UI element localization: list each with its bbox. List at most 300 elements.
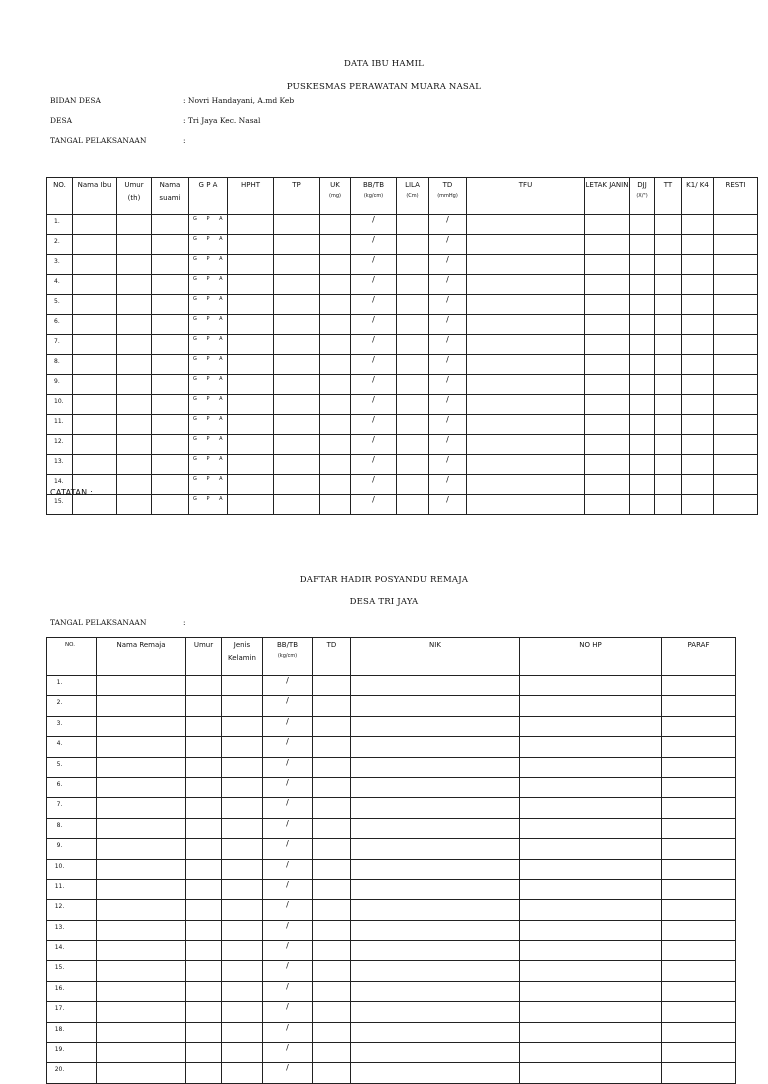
table-cell[interactable] [630, 315, 655, 335]
table-cell[interactable] [655, 275, 682, 295]
table-cell[interactable] [117, 475, 152, 495]
bbtb-cell[interactable]: / [351, 455, 397, 475]
table-cell[interactable] [397, 475, 429, 495]
gpa-cell[interactable]: G P A [189, 395, 228, 415]
table-cell[interactable] [351, 696, 520, 716]
row-number[interactable]: 19. [47, 1043, 97, 1063]
table-cell[interactable] [351, 757, 520, 777]
table-cell[interactable] [662, 777, 736, 797]
table-cell[interactable] [655, 335, 682, 355]
table-cell[interactable] [467, 335, 585, 355]
table-cell[interactable] [585, 335, 630, 355]
bbtb-cell[interactable]: / [351, 215, 397, 235]
td-cell[interactable]: / [429, 355, 467, 375]
gpa-cell[interactable]: G P A [189, 235, 228, 255]
table-cell[interactable] [630, 275, 655, 295]
table-cell[interactable] [152, 415, 189, 435]
bbtb-cell[interactable]: / [351, 375, 397, 395]
table-cell[interactable] [186, 676, 222, 696]
table-cell[interactable] [228, 295, 274, 315]
td-cell[interactable]: / [429, 215, 467, 235]
table-cell[interactable] [714, 255, 758, 275]
table-cell[interactable] [313, 1002, 351, 1022]
table-cell[interactable] [73, 215, 117, 235]
gpa-cell[interactable]: G P A [189, 255, 228, 275]
table-cell[interactable] [520, 961, 662, 981]
table-cell[interactable] [655, 455, 682, 475]
table-cell[interactable] [655, 375, 682, 395]
table-cell[interactable] [467, 235, 585, 255]
table-cell[interactable] [662, 981, 736, 1001]
table-cell[interactable] [186, 859, 222, 879]
table-cell[interactable] [630, 375, 655, 395]
table-cell[interactable] [520, 1002, 662, 1022]
table-cell[interactable] [152, 435, 189, 455]
table-cell[interactable] [351, 1022, 520, 1042]
table-cell[interactable] [222, 676, 263, 696]
table-cell[interactable] [228, 355, 274, 375]
table-cell[interactable] [152, 215, 189, 235]
table-cell[interactable] [520, 900, 662, 920]
table-cell[interactable] [313, 696, 351, 716]
table-cell[interactable] [313, 676, 351, 696]
table-cell[interactable] [274, 455, 320, 475]
table-cell[interactable] [320, 295, 351, 315]
td-cell[interactable]: / [429, 275, 467, 295]
table-cell[interactable] [682, 335, 714, 355]
gpa-cell[interactable]: G P A [189, 475, 228, 495]
table-cell[interactable] [186, 981, 222, 1001]
table-cell[interactable] [467, 455, 585, 475]
table-cell[interactable] [274, 215, 320, 235]
row-number[interactable]: 6. [47, 777, 97, 797]
td-cell[interactable]: / [429, 235, 467, 255]
table-cell[interactable] [117, 415, 152, 435]
table-cell[interactable] [682, 235, 714, 255]
table-cell[interactable] [467, 375, 585, 395]
table-cell[interactable] [682, 275, 714, 295]
table-cell[interactable] [397, 295, 429, 315]
gpa-cell[interactable]: G P A [189, 215, 228, 235]
row-number[interactable]: 11. [47, 415, 73, 435]
table-cell[interactable] [351, 879, 520, 899]
table-cell[interactable] [630, 415, 655, 435]
table-cell[interactable] [467, 475, 585, 495]
table-cell[interactable] [97, 818, 186, 838]
table-cell[interactable] [313, 879, 351, 899]
table-cell[interactable] [467, 355, 585, 375]
table-cell[interactable] [73, 315, 117, 335]
row-number[interactable]: 13. [47, 920, 97, 940]
table-cell[interactable] [73, 375, 117, 395]
table-cell[interactable] [467, 255, 585, 275]
table-cell[interactable] [73, 495, 117, 515]
table-cell[interactable] [313, 777, 351, 797]
row-number[interactable]: 5. [47, 757, 97, 777]
table-cell[interactable] [222, 716, 263, 736]
td-cell[interactable]: / [429, 435, 467, 455]
table-cell[interactable] [313, 859, 351, 879]
table-cell[interactable] [630, 475, 655, 495]
table-cell[interactable] [274, 435, 320, 455]
table-cell[interactable] [274, 375, 320, 395]
table-cell[interactable] [152, 275, 189, 295]
table-cell[interactable] [152, 255, 189, 275]
bbtb-cell[interactable]: / [351, 295, 397, 315]
table-cell[interactable] [655, 355, 682, 375]
table-cell[interactable] [117, 355, 152, 375]
table-cell[interactable] [520, 818, 662, 838]
bbtb-cell[interactable]: / [263, 716, 313, 736]
table-cell[interactable] [152, 475, 189, 495]
bbtb-cell[interactable]: / [263, 981, 313, 1001]
table-cell[interactable] [313, 981, 351, 1001]
td-cell[interactable]: / [429, 335, 467, 355]
table-cell[interactable] [97, 941, 186, 961]
table-cell[interactable] [222, 798, 263, 818]
table-cell[interactable] [186, 1043, 222, 1063]
table-cell[interactable] [152, 495, 189, 515]
table-cell[interactable] [152, 295, 189, 315]
table-cell[interactable] [117, 495, 152, 515]
table-cell[interactable] [520, 757, 662, 777]
table-cell[interactable] [585, 495, 630, 515]
table-cell[interactable] [662, 839, 736, 859]
table-cell[interactable] [520, 879, 662, 899]
table-cell[interactable] [397, 275, 429, 295]
gpa-cell[interactable]: G P A [189, 375, 228, 395]
table-cell[interactable] [274, 395, 320, 415]
table-cell[interactable] [117, 375, 152, 395]
table-cell[interactable] [397, 375, 429, 395]
table-cell[interactable] [274, 315, 320, 335]
row-number[interactable]: 10. [47, 859, 97, 879]
table-cell[interactable] [520, 920, 662, 940]
table-cell[interactable] [655, 415, 682, 435]
table-cell[interactable] [228, 435, 274, 455]
table-cell[interactable] [186, 716, 222, 736]
table-cell[interactable] [351, 981, 520, 1001]
table-cell[interactable] [630, 395, 655, 415]
table-cell[interactable] [585, 435, 630, 455]
table-cell[interactable] [320, 395, 351, 415]
td-cell[interactable]: / [429, 375, 467, 395]
table-cell[interactable] [73, 355, 117, 375]
table-cell[interactable] [397, 455, 429, 475]
td-cell[interactable]: / [429, 255, 467, 275]
table-cell[interactable] [520, 676, 662, 696]
table-cell[interactable] [97, 1043, 186, 1063]
table-cell[interactable] [313, 757, 351, 777]
table-cell[interactable] [152, 335, 189, 355]
td-cell[interactable]: / [429, 495, 467, 515]
table-cell[interactable] [662, 1043, 736, 1063]
table-cell[interactable] [228, 495, 274, 515]
table-cell[interactable] [186, 1022, 222, 1042]
row-number[interactable]: 5. [47, 295, 73, 315]
table-cell[interactable] [351, 676, 520, 696]
table-cell[interactable] [630, 295, 655, 315]
table-cell[interactable] [320, 215, 351, 235]
table-cell[interactable] [152, 315, 189, 335]
row-number[interactable]: 12. [47, 900, 97, 920]
table-cell[interactable] [320, 415, 351, 435]
table-cell[interactable] [228, 275, 274, 295]
table-cell[interactable] [585, 415, 630, 435]
bbtb-cell[interactable]: / [351, 355, 397, 375]
row-number[interactable]: 8. [47, 355, 73, 375]
table-cell[interactable] [682, 355, 714, 375]
table-cell[interactable] [467, 395, 585, 415]
table-cell[interactable] [630, 355, 655, 375]
table-cell[interactable] [73, 255, 117, 275]
table-cell[interactable] [630, 235, 655, 255]
table-cell[interactable] [313, 818, 351, 838]
table-cell[interactable] [520, 716, 662, 736]
table-cell[interactable] [397, 395, 429, 415]
table-cell[interactable] [73, 275, 117, 295]
table-cell[interactable] [630, 215, 655, 235]
gpa-cell[interactable]: G P A [189, 335, 228, 355]
bbtb-cell[interactable]: / [351, 315, 397, 335]
table-cell[interactable] [662, 879, 736, 899]
table-cell[interactable] [320, 375, 351, 395]
table-cell[interactable] [714, 295, 758, 315]
table-cell[interactable] [73, 455, 117, 475]
table-cell[interactable] [73, 235, 117, 255]
table-cell[interactable] [97, 716, 186, 736]
table-cell[interactable] [351, 737, 520, 757]
table-cell[interactable] [97, 879, 186, 899]
bbtb-cell[interactable]: / [351, 275, 397, 295]
table-cell[interactable] [274, 295, 320, 315]
gpa-cell[interactable]: G P A [189, 415, 228, 435]
table-cell[interactable] [320, 495, 351, 515]
table-cell[interactable] [313, 941, 351, 961]
table-cell[interactable] [117, 215, 152, 235]
row-number[interactable]: 1. [47, 676, 97, 696]
bbtb-cell[interactable]: / [351, 475, 397, 495]
table-cell[interactable] [228, 255, 274, 275]
gpa-cell[interactable]: G P A [189, 355, 228, 375]
table-cell[interactable] [186, 818, 222, 838]
bbtb-cell[interactable]: / [263, 757, 313, 777]
table-cell[interactable] [714, 355, 758, 375]
td-cell[interactable]: / [429, 415, 467, 435]
table-cell[interactable] [186, 798, 222, 818]
table-cell[interactable] [320, 455, 351, 475]
table-cell[interactable] [520, 859, 662, 879]
row-number[interactable]: 3. [47, 716, 97, 736]
table-cell[interactable] [97, 981, 186, 1001]
table-cell[interactable] [117, 335, 152, 355]
table-cell[interactable] [662, 1022, 736, 1042]
table-cell[interactable] [662, 818, 736, 838]
table-cell[interactable] [97, 798, 186, 818]
bbtb-cell[interactable]: / [263, 839, 313, 859]
table-cell[interactable] [186, 1063, 222, 1083]
table-cell[interactable] [222, 737, 263, 757]
table-cell[interactable] [97, 839, 186, 859]
table-cell[interactable] [655, 295, 682, 315]
table-cell[interactable] [186, 941, 222, 961]
bbtb-cell[interactable]: / [263, 1063, 313, 1083]
table-cell[interactable] [320, 355, 351, 375]
table-cell[interactable] [682, 375, 714, 395]
table-cell[interactable] [222, 879, 263, 899]
table-cell[interactable] [397, 355, 429, 375]
table-cell[interactable] [73, 415, 117, 435]
bbtb-cell[interactable]: / [351, 495, 397, 515]
table-cell[interactable] [97, 961, 186, 981]
bbtb-cell[interactable]: / [263, 961, 313, 981]
table-cell[interactable] [351, 961, 520, 981]
table-cell[interactable] [585, 475, 630, 495]
table-cell[interactable] [662, 676, 736, 696]
table-cell[interactable] [186, 879, 222, 899]
bbtb-cell[interactable]: / [263, 941, 313, 961]
table-cell[interactable] [630, 455, 655, 475]
table-cell[interactable] [630, 435, 655, 455]
table-cell[interactable] [714, 475, 758, 495]
table-cell[interactable] [585, 395, 630, 415]
row-number[interactable]: 8. [47, 818, 97, 838]
table-cell[interactable] [228, 215, 274, 235]
table-cell[interactable] [351, 920, 520, 940]
table-cell[interactable] [714, 235, 758, 255]
bbtb-cell[interactable]: / [351, 235, 397, 255]
table-cell[interactable] [351, 798, 520, 818]
table-cell[interactable] [117, 315, 152, 335]
table-cell[interactable] [313, 920, 351, 940]
table-cell[interactable] [520, 839, 662, 859]
table-cell[interactable] [682, 215, 714, 235]
table-cell[interactable] [186, 839, 222, 859]
table-cell[interactable] [467, 495, 585, 515]
table-cell[interactable] [585, 315, 630, 335]
table-cell[interactable] [520, 941, 662, 961]
table-cell[interactable] [351, 900, 520, 920]
table-cell[interactable] [682, 495, 714, 515]
bbtb-cell[interactable]: / [263, 696, 313, 716]
table-cell[interactable] [655, 495, 682, 515]
table-cell[interactable] [520, 798, 662, 818]
table-cell[interactable] [630, 335, 655, 355]
table-cell[interactable] [222, 920, 263, 940]
table-cell[interactable] [397, 495, 429, 515]
table-cell[interactable] [585, 255, 630, 275]
table-cell[interactable] [662, 696, 736, 716]
bbtb-cell[interactable]: / [351, 435, 397, 455]
bbtb-cell[interactable]: / [351, 395, 397, 415]
row-number[interactable]: 6. [47, 315, 73, 335]
bbtb-cell[interactable]: / [263, 1022, 313, 1042]
table-cell[interactable] [714, 435, 758, 455]
table-cell[interactable] [655, 395, 682, 415]
bbtb-cell[interactable]: / [263, 1002, 313, 1022]
row-number[interactable]: 2. [47, 696, 97, 716]
table-cell[interactable] [520, 696, 662, 716]
table-cell[interactable] [682, 315, 714, 335]
table-cell[interactable] [274, 275, 320, 295]
row-number[interactable]: 9. [47, 839, 97, 859]
td-cell[interactable]: / [429, 295, 467, 315]
table-cell[interactable] [351, 1043, 520, 1063]
table-cell[interactable] [313, 1043, 351, 1063]
table-cell[interactable] [320, 435, 351, 455]
table-cell[interactable] [222, 1043, 263, 1063]
table-cell[interactable] [97, 737, 186, 757]
table-cell[interactable] [117, 395, 152, 415]
table-cell[interactable] [397, 255, 429, 275]
table-cell[interactable] [662, 920, 736, 940]
table-cell[interactable] [397, 415, 429, 435]
table-cell[interactable] [655, 475, 682, 495]
gpa-cell[interactable]: G P A [189, 455, 228, 475]
table-cell[interactable] [228, 455, 274, 475]
table-cell[interactable] [313, 798, 351, 818]
table-cell[interactable] [222, 777, 263, 797]
bbtb-cell[interactable]: / [263, 900, 313, 920]
table-cell[interactable] [320, 235, 351, 255]
row-number[interactable]: 14. [47, 475, 73, 495]
table-cell[interactable] [274, 255, 320, 275]
td-cell[interactable]: / [429, 315, 467, 335]
table-cell[interactable] [186, 961, 222, 981]
table-cell[interactable] [682, 295, 714, 315]
row-number[interactable]: 3. [47, 255, 73, 275]
table-cell[interactable] [662, 900, 736, 920]
table-cell[interactable] [313, 737, 351, 757]
row-number[interactable]: 4. [47, 275, 73, 295]
table-cell[interactable] [97, 777, 186, 797]
table-cell[interactable] [97, 1022, 186, 1042]
table-cell[interactable] [655, 215, 682, 235]
table-cell[interactable] [397, 235, 429, 255]
row-number[interactable]: 16. [47, 981, 97, 1001]
table-cell[interactable] [97, 1063, 186, 1083]
table-cell[interactable] [313, 1022, 351, 1042]
bbtb-cell[interactable]: / [263, 1043, 313, 1063]
table-cell[interactable] [467, 435, 585, 455]
table-cell[interactable] [186, 696, 222, 716]
row-number[interactable]: 1. [47, 215, 73, 235]
table-cell[interactable] [662, 716, 736, 736]
table-cell[interactable] [520, 1063, 662, 1083]
table-cell[interactable] [97, 696, 186, 716]
table-cell[interactable] [655, 235, 682, 255]
row-number[interactable]: 7. [47, 335, 73, 355]
table-cell[interactable] [714, 495, 758, 515]
table-cell[interactable] [320, 255, 351, 275]
bbtb-cell[interactable]: / [263, 676, 313, 696]
table-cell[interactable] [351, 716, 520, 736]
table-cell[interactable] [585, 235, 630, 255]
table-cell[interactable] [351, 941, 520, 961]
table-cell[interactable] [152, 455, 189, 475]
table-cell[interactable] [152, 355, 189, 375]
table-cell[interactable] [714, 395, 758, 415]
table-cell[interactable] [320, 335, 351, 355]
bbtb-cell[interactable]: / [351, 415, 397, 435]
row-number[interactable]: 4. [47, 737, 97, 757]
table-cell[interactable] [313, 839, 351, 859]
row-number[interactable]: 7. [47, 798, 97, 818]
table-cell[interactable] [186, 1002, 222, 1022]
table-cell[interactable] [186, 737, 222, 757]
table-cell[interactable] [97, 757, 186, 777]
table-cell[interactable] [152, 395, 189, 415]
